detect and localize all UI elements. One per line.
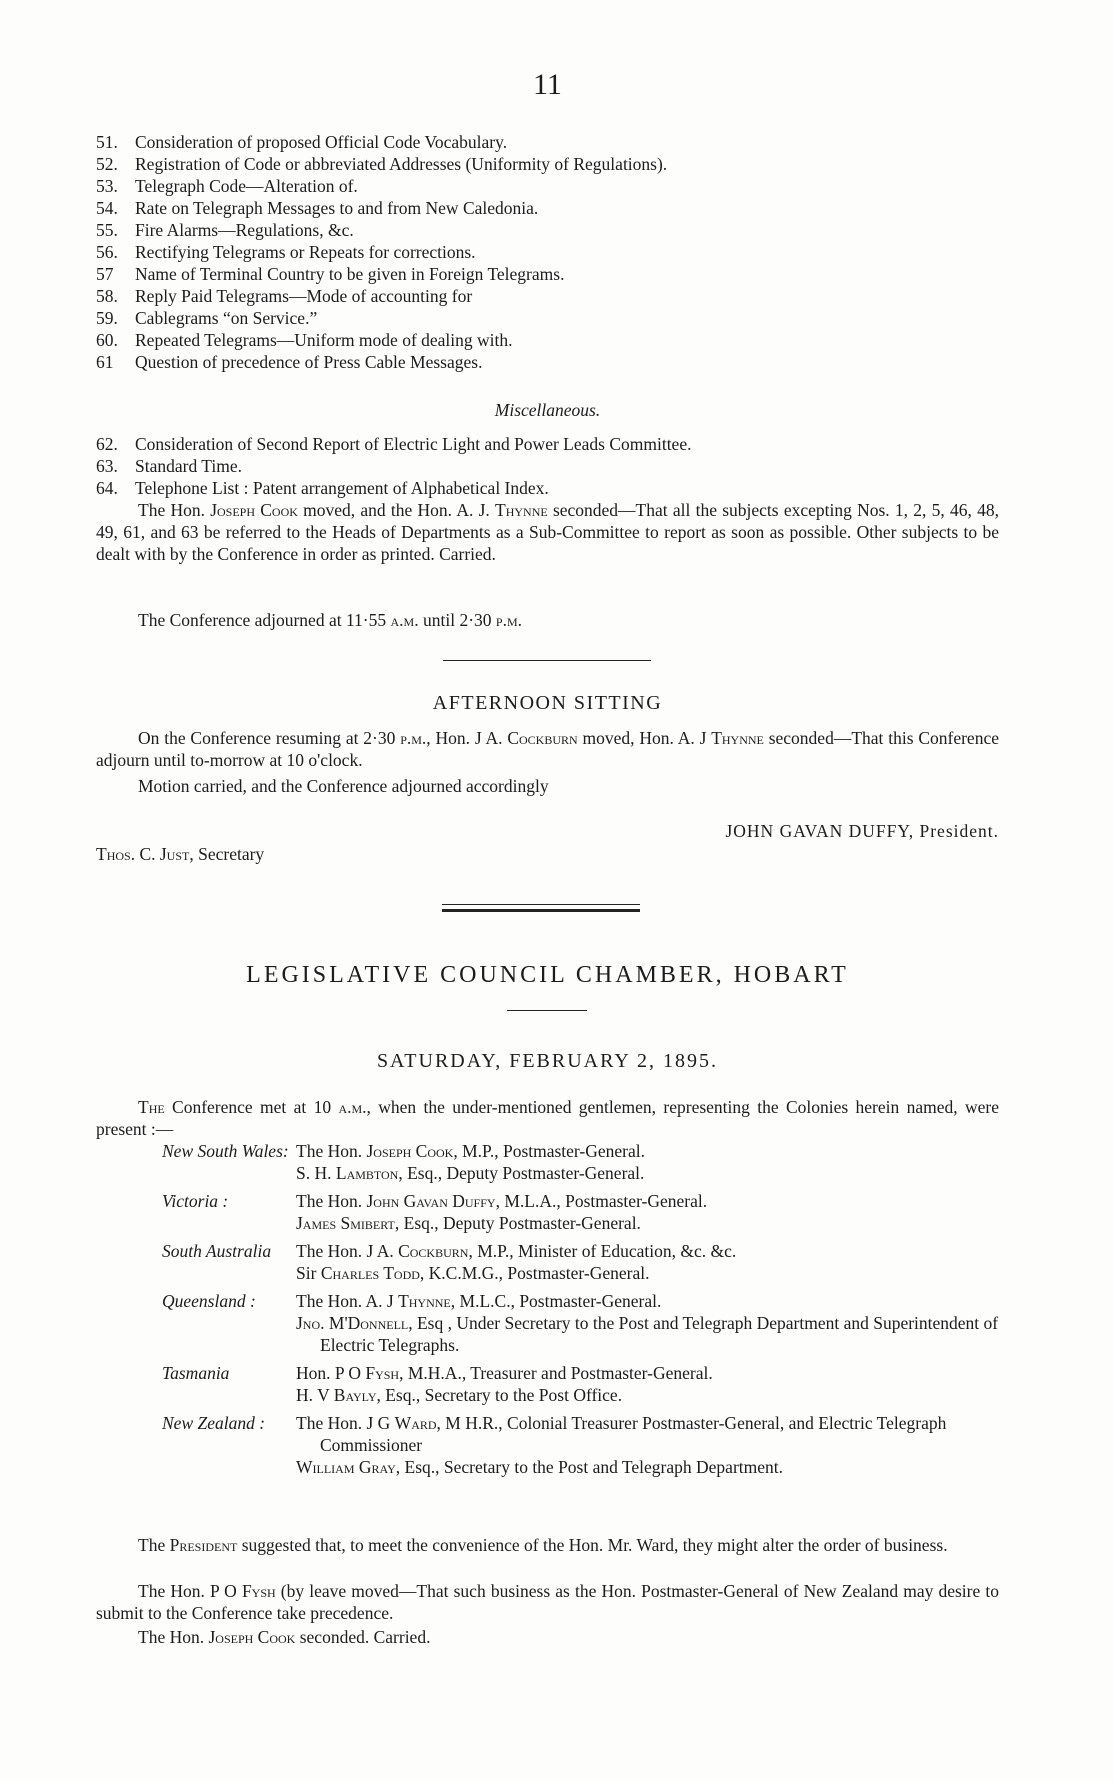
list-item: 60. Repeated Telegrams—Uniform mode of dealing with. [96, 330, 513, 350]
list-item: 58. Reply Paid Telegrams—Mode of accounting for [96, 286, 473, 306]
colony-row [96, 1240, 999, 1284]
colony-name: Tasmania [162, 1363, 230, 1383]
list-item: 59. Cablegrams “on Service.” [96, 308, 318, 328]
double-divider-top [442, 904, 640, 905]
delegate: S. H. Lambton, Esq., Deputy Postmaster-General. [296, 1163, 645, 1183]
divider [443, 660, 651, 661]
delegate: Sir Charles Todd, K.C.M.G., Postmaster-General. [296, 1263, 650, 1283]
adjourn-paragraph: The Conference adjourned at 11·55 a.m. until 2·30 p.m. [138, 610, 522, 630]
agenda-list [96, 131, 999, 373]
list-item: 63. Standard Time. [96, 456, 242, 476]
misc-list [96, 433, 999, 499]
colony-name: South Australia [162, 1241, 272, 1261]
list-item: 57 Name of Terminal Country to be given in Foreign Telegrams. [96, 264, 565, 284]
members-list [96, 1140, 999, 1478]
list-item: 61 Question of precedence of Press Cable Messages. [96, 352, 483, 372]
motion-carried: Motion carried, and the Conference adjourned accordingly [138, 776, 549, 796]
colony-name: New Zealand : [162, 1413, 266, 1433]
president-suggestion: The President suggested that, to meet the convenience of the Hon. Mr. Ward, they might alter the order of business. [138, 1535, 948, 1555]
delegate: Hon. P O Fysh, M.H.A., Treasurer and Postmaster-General. [296, 1363, 713, 1383]
delegate: The Hon. A. J Thynne, M.L.C., Postmaster-General. [296, 1291, 662, 1311]
list-item: 56. Rectifying Telegrams or Repeats for corrections. [96, 242, 476, 262]
list-item: 52. Registration of Code or abbreviated Addresses (Uniformity of Regulations). [96, 154, 668, 174]
delegate: The Hon. J G Ward, M H.R., Colonial Treasurer Postmaster-General, and Electric Telegraph Commissioner [296, 1413, 947, 1455]
miscellaneous-heading: Miscellaneous. [494, 400, 601, 420]
page-number: 11 [533, 68, 562, 101]
delegate: H. V Bayly, Esq., Secretary to the Post Office. [296, 1385, 623, 1405]
list-item: 62. Consideration of Second Report of Electric Light and Power Leads Committee. [96, 434, 692, 454]
list-item: 53. Telegraph Code—Alteration of. [96, 176, 358, 196]
intro-paragraph: The Conference met at 10 a.m., when the under-mentioned gentlemen, representing the Colonies herein named, were present :— [96, 1097, 999, 1139]
list-item: 51. Consideration of proposed Official Code Vocabulary. [96, 132, 508, 152]
motion-paragraph: The Hon. Joseph Cook moved, and the Hon. A. J. Thynne seconded—That all the subjects excepting Nos. 1, 2, 5, 46, 48, 49, 61, and 63 be referred to the Heads of Departments as a Sub-Committee to report as soon as possible. Other subjects to be dealt with by the Conference in order as printed. Carried. [96, 500, 999, 564]
president-signature: JOHN GAVAN DUFFY, President. [725, 821, 999, 841]
secretary-signature: Thos. C. Just, Secretary [96, 844, 265, 864]
double-divider-bottom [442, 909, 640, 912]
colony-row [96, 1190, 999, 1234]
afternoon-motion: On the Conference resuming at 2·30 p.m., Hon. J A. Cockburn moved, Hon. A. J Thynne seconded—That this Conference adjourn until to-morrow at 10 o'clock. [96, 728, 999, 770]
colony-row [96, 1290, 999, 1356]
list-item: 64. Telephone List : Patent arrangement of Alphabetical Index. [96, 478, 549, 498]
colony-name: New South Wales: [162, 1141, 289, 1161]
chamber-heading: LEGISLATIVE COUNCIL CHAMBER, HOBART [246, 962, 849, 988]
list-item: 55. Fire Alarms—Regulations, &c. [96, 220, 354, 240]
delegate: Jno. M'Donnell, Esq , Under Secretary to the Post and Telegraph Department and Superintendent of Electric Telegraphs. [296, 1313, 999, 1355]
delegate: William Gray, Esq., Secretary to the Post and Telegraph Department. [296, 1457, 783, 1477]
cook-seconded: The Hon. Joseph Cook seconded. Carried. [138, 1627, 431, 1647]
colony-row [96, 1140, 999, 1184]
delegate: The Hon. Joseph Cook, M.P., Postmaster-General. [296, 1141, 645, 1161]
delegate: The Hon. J A. Cockburn, M.P., Minister of Education, &c. &c. [296, 1241, 737, 1261]
fysh-motion: The Hon. P O Fysh (by leave moved—That such business as the Hon. Postmaster-General of New Zealand may desire to submit to the Conference take precedence. [96, 1581, 999, 1623]
colony-row [96, 1362, 999, 1406]
colony-name: Queensland : [162, 1291, 256, 1311]
short-divider [507, 1010, 587, 1011]
delegate: James Smibert, Esq., Deputy Postmaster-General. [296, 1213, 641, 1233]
list-item: 54. Rate on Telegraph Messages to and from New Caledonia. [96, 198, 539, 218]
colony-name: Victoria : [162, 1191, 229, 1211]
date-heading: SATURDAY, FEBRUARY 2, 1895. [376, 1050, 719, 1072]
afternoon-heading: AFTERNOON SITTING [432, 692, 663, 714]
colony-row [96, 1412, 999, 1478]
delegate: The Hon. John Gavan Duffy, M.L.A., Postmaster-General. [296, 1191, 708, 1211]
